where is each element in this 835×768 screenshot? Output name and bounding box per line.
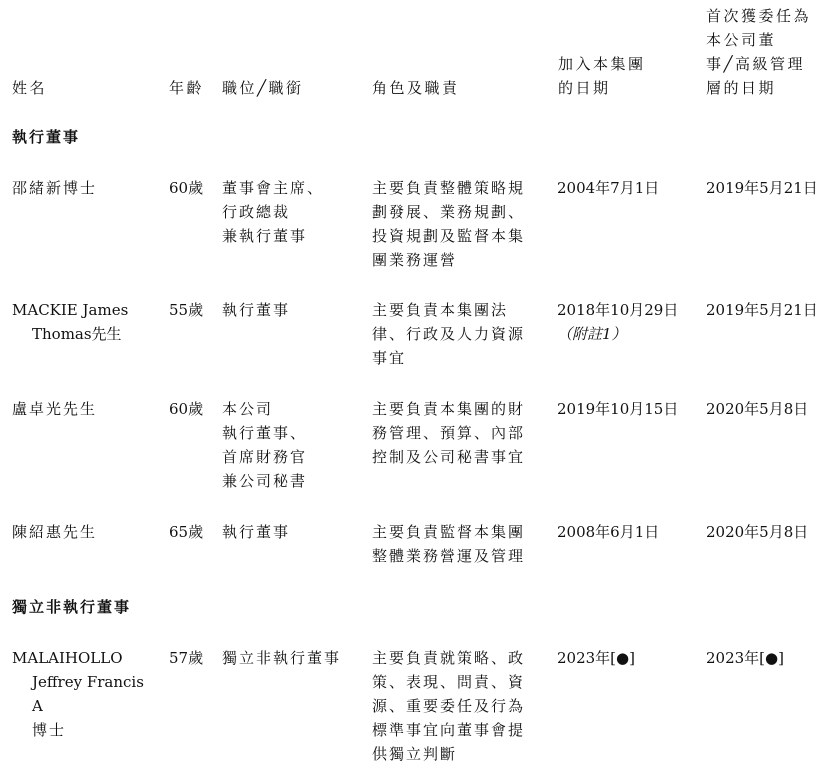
- position-line: 首席財務官: [222, 448, 308, 466]
- cell-age: 57歲: [169, 649, 204, 667]
- header-age: 年齡: [169, 79, 205, 97]
- role-line: 劃發展、業務規劃、: [372, 203, 526, 221]
- header-join-date-line: 的日期: [558, 79, 611, 97]
- cell-role: [372, 520, 525, 568]
- header-appoint-date-line: 事╱高級管理: [706, 55, 806, 73]
- name-line: Thomas先生: [32, 325, 122, 343]
- cell-name: [12, 646, 144, 742]
- role-line: 主要負責監督本集團: [372, 523, 526, 541]
- join-date-line: 2023年[●]: [557, 649, 635, 667]
- role-line: 供獨立判斷: [372, 745, 458, 763]
- role-line: 主要負責本集團的財: [372, 400, 526, 418]
- header-role: 角色及職責: [372, 79, 460, 97]
- name-line: 邵緒新博士: [12, 179, 98, 197]
- role-line: 團業務運營: [372, 251, 458, 269]
- name-line: MALAIHOLLO: [12, 649, 123, 667]
- cell-position: [222, 176, 324, 248]
- cell-position: [222, 397, 307, 493]
- cell-age: 60歲: [169, 179, 204, 197]
- header-appoint-date-line: 層的日期: [706, 79, 777, 97]
- cell-position: [222, 298, 290, 322]
- cell-name: [12, 397, 97, 421]
- position-line: 執行董事、: [222, 424, 308, 442]
- name-line: 陳紹惠先生: [12, 523, 98, 541]
- cell-age: 55歲: [169, 301, 204, 319]
- name-line: Jeffrey Francis: [32, 673, 144, 691]
- name-line: A: [32, 697, 43, 715]
- role-line: 務管理、預算、內部: [372, 424, 526, 442]
- role-line: 投資規劃及監督本集: [372, 227, 526, 245]
- cell-position: [222, 520, 290, 544]
- table-row: [0, 397, 835, 497]
- table-row: [0, 520, 835, 572]
- cell-role: [372, 298, 525, 370]
- cell-join-date: [557, 397, 678, 421]
- table-row: [0, 176, 835, 276]
- header-join-date-line: 加入本集團: [558, 55, 646, 73]
- cell-age: 65歲: [169, 523, 204, 541]
- table-row: [0, 298, 835, 374]
- role-line: 控制及公司秘書事宜: [372, 448, 526, 466]
- cell-appoint-date: 2019年5月21日: [706, 179, 818, 197]
- position-line: 兼公司秘書: [222, 472, 308, 490]
- cell-role: [372, 176, 525, 272]
- cell-role: [372, 646, 525, 766]
- name-line: MACKIE James: [12, 301, 129, 319]
- table-row: [0, 646, 835, 768]
- position-line: 行政總裁: [222, 203, 291, 221]
- cell-appoint-date: 2020年5月8日: [706, 400, 809, 418]
- cell-appoint-date: 2020年5月8日: [706, 523, 809, 541]
- position-line: 執行董事: [222, 523, 291, 541]
- position-line: 本公司: [222, 400, 274, 418]
- header-name: 姓名: [12, 79, 48, 97]
- role-line: 策、表現、問責、資: [372, 673, 526, 691]
- join-date-note: （附註1）: [557, 325, 627, 343]
- cell-position: [222, 646, 341, 670]
- cell-name: [12, 298, 128, 346]
- name-line: 盧卓光先生: [12, 400, 98, 418]
- header-appoint-date: [706, 4, 811, 100]
- role-line: 事宜: [372, 349, 407, 367]
- header-appoint-date-line: 本公司董: [706, 31, 777, 49]
- role-line: 標準事宜向董事會提: [372, 721, 526, 739]
- section-heading-executive: 執行董事: [12, 128, 81, 146]
- role-line: 整體業務營運及管理: [372, 547, 526, 565]
- position-line: 兼執行董事: [222, 227, 308, 245]
- role-line: 主要負責整體策略規: [372, 179, 526, 197]
- cell-age: 60歲: [169, 400, 204, 418]
- name-line: 博士: [32, 721, 67, 739]
- role-line: 源、重要委任及行為: [372, 697, 526, 715]
- cell-role: [372, 397, 525, 469]
- join-date-line: 2004年7月1日: [557, 179, 660, 197]
- header-appoint-date-line: 首次獲委任為: [706, 7, 812, 25]
- section-heading-independent: 獨立非執行董事: [12, 598, 132, 616]
- position-line: 獨立非執行董事: [222, 649, 342, 667]
- position-line: 董事會主席、: [222, 179, 325, 197]
- join-date-line: 2019年10月15日: [557, 400, 679, 418]
- cell-join-date: [557, 646, 635, 670]
- role-line: 律、行政及人力資源: [372, 325, 526, 343]
- position-line: 執行董事: [222, 301, 291, 319]
- cell-join-date: [557, 176, 659, 200]
- join-date-line: 2008年6月1日: [557, 523, 660, 541]
- cell-join-date: [557, 298, 678, 346]
- header-position: 職位╱職銜: [222, 79, 304, 97]
- cell-name: [12, 520, 97, 544]
- cell-name: [12, 176, 97, 200]
- cell-appoint-date: 2019年5月21日: [706, 301, 818, 319]
- role-line: 主要負責本集團法: [372, 301, 509, 319]
- cell-join-date: [557, 520, 659, 544]
- role-line: 主要負責就策略、政: [372, 649, 526, 667]
- cell-appoint-date: 2023年[●]: [706, 649, 784, 667]
- header-join-date: [558, 52, 646, 100]
- join-date-line: 2018年10月29日: [557, 301, 679, 319]
